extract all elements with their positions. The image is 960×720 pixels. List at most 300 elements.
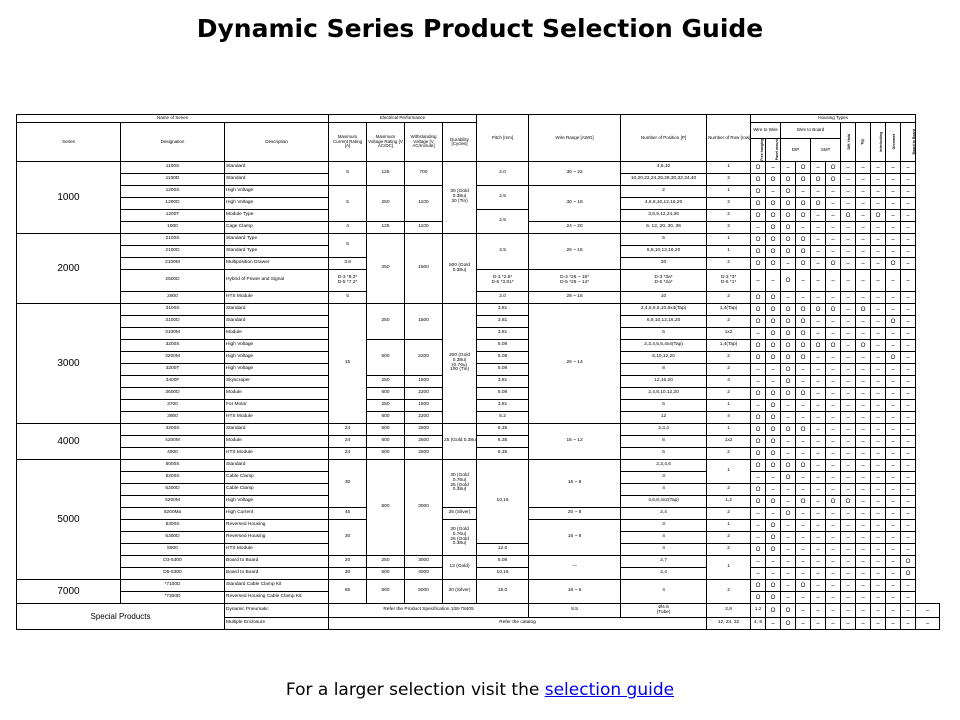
cell-voltage: 600 xyxy=(367,448,405,460)
header-wire-to-wire: Wire to Wire xyxy=(751,123,781,139)
cell-pitch: 2.5 xyxy=(477,186,529,210)
housing-mark: O xyxy=(796,246,811,258)
housing-mark: – xyxy=(886,186,901,198)
housing-mark: – xyxy=(781,544,796,556)
housing-mark: – xyxy=(856,270,871,292)
cell-current: 20 xyxy=(329,556,367,568)
cell-rows: 2 xyxy=(707,364,751,376)
housing-mark: – xyxy=(841,352,856,364)
selection-guide-table xyxy=(16,114,940,630)
housing-mark: – xyxy=(751,328,766,340)
cell-withstanding: 1500 xyxy=(405,400,443,412)
housing-mark: – xyxy=(781,258,796,270)
housing-mark: – xyxy=(871,532,886,544)
housing-mark: – xyxy=(886,328,901,340)
housing-mark: O xyxy=(766,222,781,234)
housing-mark: O xyxy=(751,412,766,424)
cell-pitch: 6.35 xyxy=(477,424,529,436)
housing-mark: – xyxy=(811,222,826,234)
cell-positions: 5 xyxy=(621,234,707,246)
cell-positions: 3 xyxy=(621,472,707,484)
housing-mark: – xyxy=(871,340,886,352)
housing-mark: – xyxy=(826,424,841,436)
housing-mark: – xyxy=(886,484,901,496)
housing-mark: – xyxy=(796,186,811,198)
housing-mark: – xyxy=(901,484,916,496)
housing-mark: – xyxy=(856,292,871,304)
housing-mark: O xyxy=(796,174,811,186)
cell-withstanding: 2500 xyxy=(405,448,443,460)
description: Standard xyxy=(225,174,329,186)
housing-mark: – xyxy=(886,472,901,484)
housing-mark: O xyxy=(781,604,796,618)
housing-mark: – xyxy=(871,316,886,328)
housing-mark: – xyxy=(841,556,856,568)
cell-wire: 26 ~ 16 xyxy=(529,234,621,270)
housing-mark: – xyxy=(856,412,871,424)
housing-mark: – xyxy=(901,460,916,472)
footer xyxy=(0,680,960,700)
cell-positions: 6 xyxy=(621,328,707,340)
cell-pitch: 5.08 xyxy=(477,352,529,364)
housing-mark: O xyxy=(781,352,796,364)
description: Board to Board xyxy=(225,556,329,568)
housing-mark: O xyxy=(796,340,811,352)
housing-mark: – xyxy=(811,592,826,604)
selection-guide-link[interactable]: selection guide xyxy=(544,680,675,700)
housing-mark: – xyxy=(841,234,856,246)
series-5000: 5000 xyxy=(17,460,121,580)
housing-mark: – xyxy=(871,292,886,304)
cell-voltage: 250 xyxy=(367,376,405,388)
housing-mark: O xyxy=(811,198,826,210)
housing-mark: O xyxy=(901,556,916,568)
cell-positions: 2,3,4 xyxy=(621,424,707,436)
housing-mark: – xyxy=(811,412,826,424)
housing-mark: O xyxy=(796,258,811,270)
cell-durability: 13 (Gold) xyxy=(443,556,477,580)
housing-mark: – xyxy=(811,580,826,592)
housing-mark: – xyxy=(856,162,871,174)
cell-positions: 2,8 xyxy=(707,604,751,618)
housing-mark: – xyxy=(856,460,871,472)
housing-mark: – xyxy=(766,508,781,520)
housing-mark: – xyxy=(781,496,796,508)
housing-mark: – xyxy=(811,292,826,304)
cell-rows: 2 xyxy=(707,580,751,604)
housing-mark: – xyxy=(856,328,871,340)
housing-mark: – xyxy=(886,568,901,580)
housing-mark: – xyxy=(901,388,916,400)
cell-rows: 2 xyxy=(707,210,751,222)
designation: 2500D xyxy=(121,270,225,292)
housing-mark: – xyxy=(871,544,886,556)
housing-mark: – xyxy=(841,568,856,580)
housing-mark: – xyxy=(886,544,901,556)
housing-mark: – xyxy=(811,270,826,292)
housing-mark: – xyxy=(901,400,916,412)
designation: 1900 xyxy=(121,222,225,234)
housing-mark: – xyxy=(886,174,901,186)
housing-mark: – xyxy=(826,532,841,544)
housing-mark: – xyxy=(811,544,826,556)
housing-mark: – xyxy=(901,448,916,460)
housing-mark: O xyxy=(886,258,901,270)
designation: 3600D xyxy=(121,388,225,400)
housing-mark: O xyxy=(796,388,811,400)
housing-mark: – xyxy=(841,400,856,412)
cell-pitch: 5.2 xyxy=(477,412,529,424)
header-dip: DIP xyxy=(781,139,811,162)
housing-mark: – xyxy=(886,376,901,388)
housing-mark: O xyxy=(841,496,856,508)
housing-mark: – xyxy=(796,222,811,234)
header-housing-types: Housing Types xyxy=(751,115,916,123)
housing-mark: – xyxy=(796,508,811,520)
housing-mark: – xyxy=(886,162,901,174)
housing-mark: – xyxy=(871,234,886,246)
housing-mark: – xyxy=(901,270,916,292)
housing-mark: O xyxy=(781,246,796,258)
cell-current: 3.6 xyxy=(329,258,367,270)
housing-mark: – xyxy=(901,198,916,210)
housing-mark: – xyxy=(826,580,841,592)
cell-current: 5 xyxy=(329,186,367,222)
housing-mark: O xyxy=(886,352,901,364)
housing-mark: O xyxy=(766,400,781,412)
designation: 5200S xyxy=(121,472,225,484)
housing-mark: – xyxy=(841,484,856,496)
cell-current: 45 xyxy=(329,508,367,520)
cell-positions: 4,6,10 xyxy=(621,162,707,174)
cell-rows: 2 xyxy=(707,292,751,304)
housing-mark: – xyxy=(811,618,826,630)
housing-mark: O xyxy=(766,210,781,222)
cell-positions: 2,3,4,6 xyxy=(621,460,707,472)
housing-mark: – xyxy=(856,424,871,436)
housing-mark: – xyxy=(856,544,871,556)
housing-mark: – xyxy=(856,210,871,222)
housing-mark: – xyxy=(856,556,871,568)
cell-rows: 1,4(Tap) xyxy=(707,340,751,352)
cell-pitch: 2.5 xyxy=(477,210,529,234)
housing-mark: – xyxy=(841,174,856,186)
housing-mark: – xyxy=(826,544,841,556)
cell-pitch: 10.16 xyxy=(477,568,529,580)
housing-mark: O xyxy=(766,340,781,352)
cell-voltage: 250 xyxy=(367,304,405,340)
housing-mark: – xyxy=(886,424,901,436)
cell-voltage: 250 xyxy=(367,186,405,222)
cell-current: D-3 *8,3* D-5 *7,2* xyxy=(329,270,367,292)
cell-rows: 1 xyxy=(707,234,751,246)
cell-positions: 6 xyxy=(621,436,707,448)
housing-mark: – xyxy=(886,400,901,412)
cell-wire: — xyxy=(529,556,621,580)
housing-mark: – xyxy=(871,270,886,292)
housing-mark: – xyxy=(856,592,871,604)
cell-positions: 6, 12, 20, 30, 36 xyxy=(621,222,707,234)
housing-mark: O xyxy=(751,496,766,508)
housing-mark: – xyxy=(886,436,901,448)
housing-mark: – xyxy=(766,186,781,198)
housing-mark: – xyxy=(826,198,841,210)
cell-durability: 25 (Silver) xyxy=(443,508,477,520)
housing-mark: – xyxy=(871,162,886,174)
header-electrical-performance: Electrical Performance xyxy=(329,115,477,123)
housing-mark: – xyxy=(901,292,916,304)
housing-mark: O xyxy=(766,234,781,246)
cell-positions: 6,8,10,12,16,20 xyxy=(621,316,707,328)
cell-wire: Ø4.6 (Tube) xyxy=(621,604,707,618)
description: Module Type xyxy=(225,210,329,222)
cell-voltage: 600 xyxy=(367,580,405,604)
cell-rows: 2 xyxy=(707,484,751,496)
header-wire-range: Wire Range [AWG] xyxy=(529,115,621,162)
cell-wire: 30 ~ 18 xyxy=(529,186,621,222)
cell-withstanding: 1500 xyxy=(405,234,443,304)
header-description: Description xyxy=(225,123,329,162)
cell-withstanding: 2500 xyxy=(405,436,443,448)
cell-voltage: 600 xyxy=(367,388,405,400)
cell-current: 5 xyxy=(329,234,367,258)
cell-positions: 6 xyxy=(621,400,707,412)
housing-mark: – xyxy=(856,316,871,328)
cell-rows: 4 xyxy=(707,376,751,388)
housing-mark: O xyxy=(751,174,766,186)
cell-pitch: 2.0 xyxy=(477,292,529,304)
housing-mark: – xyxy=(811,328,826,340)
housing-mark: – xyxy=(901,592,916,604)
cell-positions: 4 xyxy=(621,532,707,544)
housing-mark: O xyxy=(766,460,781,472)
housing-mark: – xyxy=(796,592,811,604)
housing-mark: O xyxy=(796,352,811,364)
cell-positions: 2 xyxy=(621,186,707,198)
housing-mark: – xyxy=(826,520,841,532)
housing-mark: – xyxy=(796,400,811,412)
housing-mark: – xyxy=(856,618,871,630)
housing-mark: O xyxy=(766,328,781,340)
designation: *7300D xyxy=(121,592,225,604)
housing-mark: O xyxy=(811,340,826,352)
housing-mark: – xyxy=(886,222,901,234)
housing-mark: – xyxy=(871,448,886,460)
description: HTS Module xyxy=(225,412,329,424)
housing-mark: – xyxy=(796,270,811,292)
housing-mark: O xyxy=(826,340,841,352)
housing-mark: – xyxy=(886,580,901,592)
housing-mark: – xyxy=(811,448,826,460)
cell-withstanding: 1500 xyxy=(405,304,443,340)
header-pitch: Pitch [mm] xyxy=(477,115,529,162)
cell-durability: 30 (Gold 0.76u) 25 (Gold 0.38u) xyxy=(443,460,477,508)
cell-pitch: 8.5 xyxy=(529,604,621,618)
designation: 3100D xyxy=(121,316,225,328)
housing-mark: – xyxy=(886,388,901,400)
housing-mark: – xyxy=(886,292,901,304)
housing-mark: – xyxy=(886,556,901,568)
housing-mark: O xyxy=(766,412,781,424)
housing-mark: – xyxy=(901,412,916,424)
special-products: Special Products xyxy=(17,604,225,630)
header-grommet: Grommet xyxy=(886,123,901,162)
housing-mark: – xyxy=(901,222,916,234)
housing-mark: – xyxy=(886,412,901,424)
cell-rows: 1x2 xyxy=(707,328,751,340)
description: Standard Type xyxy=(225,246,329,258)
header-interlock: Interlocking xyxy=(871,123,886,162)
header-max-current: Maximum Current Rating [A] xyxy=(329,123,367,162)
description: Cable Clamp xyxy=(225,472,329,484)
housing-mark: O xyxy=(826,496,841,508)
description: Multiposition Drawer xyxy=(225,258,329,270)
series-7000: 7000 xyxy=(17,580,121,604)
cell-positions: 4 xyxy=(621,484,707,496)
housing-mark: – xyxy=(811,400,826,412)
housing-mark: – xyxy=(886,604,901,618)
housing-mark: – xyxy=(856,174,871,186)
housing-mark: – xyxy=(751,364,766,376)
housing-mark: – xyxy=(811,246,826,258)
housing-mark: – xyxy=(841,580,856,592)
housing-mark: – xyxy=(871,604,886,618)
housing-mark: – xyxy=(886,592,901,604)
housing-mark: – xyxy=(826,270,841,292)
cell-current: 15 xyxy=(329,304,367,424)
housing-mark: – xyxy=(856,520,871,532)
housing-mark: – xyxy=(856,258,871,270)
housing-mark: O xyxy=(781,304,796,316)
designation: 5300S xyxy=(121,520,225,532)
description: High Voltage xyxy=(225,340,329,352)
cell-rows: 1 xyxy=(707,424,751,436)
cell-rows: 2 xyxy=(707,222,751,234)
cell-current: 24 xyxy=(329,424,367,436)
housing-mark: O xyxy=(751,316,766,328)
housing-mark: – xyxy=(901,352,916,364)
description: Hybrid of Power and Signal xyxy=(225,270,329,292)
housing-mark: O xyxy=(826,174,841,186)
housing-mark: – xyxy=(841,508,856,520)
housing-mark: O xyxy=(751,484,766,496)
cell-voltage: 600 xyxy=(367,436,405,448)
cell-positions: 4 xyxy=(621,544,707,556)
cell-pitch: 3.81 xyxy=(477,304,529,316)
housing-mark: – xyxy=(856,198,871,210)
cell-rows: 2 xyxy=(707,198,751,210)
cell-positions: 12,16,20 xyxy=(621,376,707,388)
housing-mark: – xyxy=(796,376,811,388)
housing-mark: – xyxy=(871,352,886,364)
cell-durability: 200 (Gold 0.38u) (0.76u) 100 (Tin) xyxy=(443,304,477,424)
housing-mark: – xyxy=(901,424,916,436)
cell-positions: 12 xyxy=(621,412,707,424)
housing-mark: – xyxy=(856,568,871,580)
cell-rows: 1 xyxy=(707,400,751,412)
description: Reversed Housing xyxy=(225,532,329,544)
housing-mark: – xyxy=(871,436,886,448)
housing-mark: O xyxy=(781,222,796,234)
cell-withstanding: 1100 xyxy=(405,222,443,234)
series-4000: 4000 xyxy=(17,424,121,460)
housing-mark: O xyxy=(826,304,841,316)
housing-mark: – xyxy=(856,484,871,496)
cell-voltage: 600 xyxy=(367,412,405,424)
description: Cable Clamp xyxy=(225,484,329,496)
housing-mark: – xyxy=(871,580,886,592)
description: Board to Board xyxy=(225,568,329,580)
housing-mark: O xyxy=(751,460,766,472)
housing-mark: – xyxy=(811,352,826,364)
cell-positions: 2,4,8,10,12,20 xyxy=(621,388,707,400)
cell-positions: 2,7 xyxy=(621,556,707,568)
cell-pitch: 6.35 xyxy=(477,436,529,448)
housing-mark: – xyxy=(841,618,856,630)
housing-mark: – xyxy=(826,376,841,388)
housing-mark: – xyxy=(841,270,856,292)
cell-withstanding: 700 xyxy=(405,162,443,186)
housing-mark: – xyxy=(856,604,871,618)
header-num-positions: Number of Position [P] xyxy=(621,115,707,162)
housing-mark: – xyxy=(781,412,796,424)
housing-mark: – xyxy=(766,162,781,174)
housing-mark: – xyxy=(901,580,916,592)
housing-mark: – xyxy=(871,472,886,484)
cell-current: 30 xyxy=(329,460,367,508)
housing-mark: – xyxy=(871,508,886,520)
housing-mark: O xyxy=(751,198,766,210)
description: Module xyxy=(225,436,329,448)
cell-positions: 4,6,8,10,12,16,20 xyxy=(621,198,707,210)
housing-mark: – xyxy=(856,400,871,412)
description: Standard xyxy=(225,460,329,472)
header-designation: Designation xyxy=(121,123,225,162)
cell-positions: 3 xyxy=(621,520,707,532)
description: Reversed Housing xyxy=(225,520,329,532)
housing-mark: O xyxy=(841,210,856,222)
cell-positions: 6 xyxy=(621,448,707,460)
housing-mark: – xyxy=(766,364,781,376)
designation: 3200T xyxy=(121,364,225,376)
housing-mark: – xyxy=(841,340,856,352)
housing-mark: – xyxy=(796,556,811,568)
cell-current: 5 xyxy=(329,162,367,186)
housing-mark: – xyxy=(871,328,886,340)
housing-mark: O xyxy=(751,162,766,174)
housing-mark: O xyxy=(751,246,766,258)
housing-mark: – xyxy=(781,448,796,460)
housing-mark: – xyxy=(886,364,901,376)
housing-mark: – xyxy=(901,364,916,376)
housing-mark: – xyxy=(781,532,796,544)
housing-mark: – xyxy=(841,198,856,210)
housing-mark: – xyxy=(871,460,886,472)
housing-mark: – xyxy=(901,520,916,532)
cell-durability: 30 (Gold 0.76u) 25 (Gold 0.38u) xyxy=(443,520,477,556)
housing-mark: – xyxy=(751,508,766,520)
housing-mark: – xyxy=(841,246,856,258)
housing-mark: – xyxy=(841,412,856,424)
designation: 5900 xyxy=(121,544,225,556)
housing-mark: O xyxy=(766,592,781,604)
housing-mark: O xyxy=(811,304,826,316)
housing-mark: – xyxy=(826,604,841,618)
housing-mark: – xyxy=(811,484,826,496)
housing-mark: – xyxy=(886,618,901,630)
housing-mark: O xyxy=(766,532,781,544)
cell-rows: 2 xyxy=(707,508,751,520)
